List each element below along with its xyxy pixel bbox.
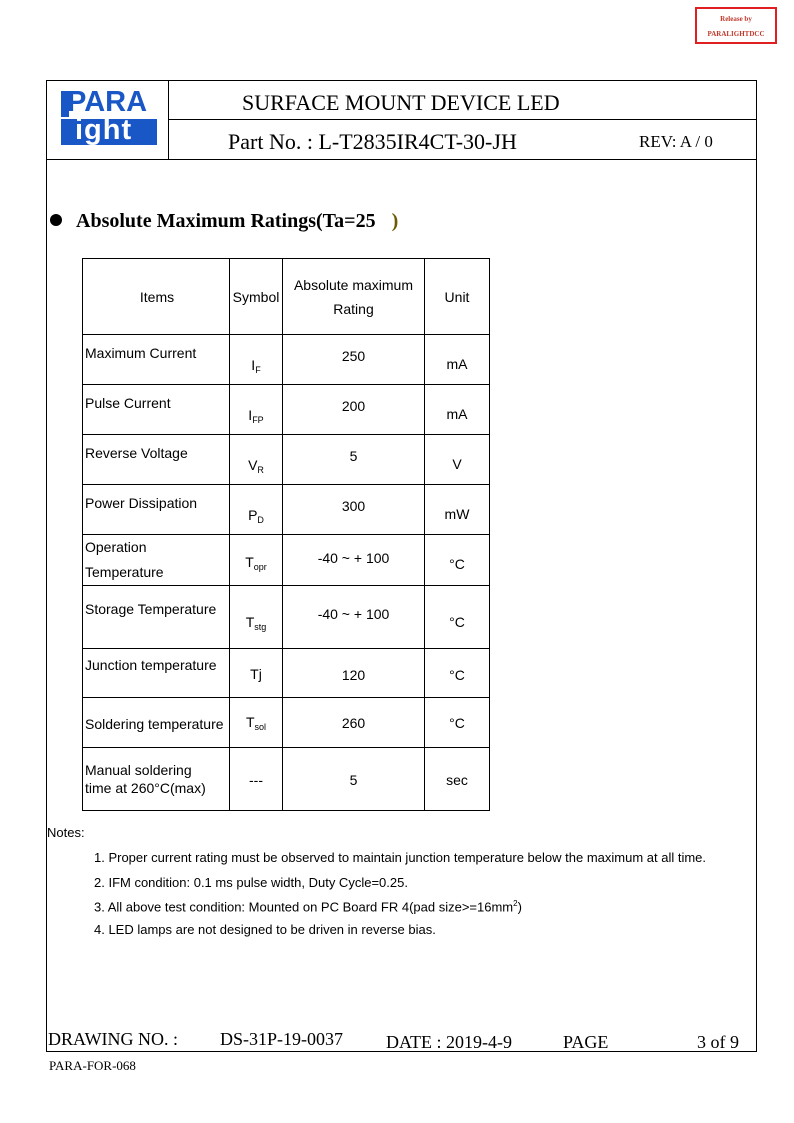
item-label: Storage Temperature bbox=[85, 601, 217, 617]
rating-value: 5 bbox=[349, 772, 358, 788]
symbol-sub: opr bbox=[253, 562, 267, 572]
item-label: Manual soldering bbox=[85, 762, 192, 778]
note-1: 1. Proper current rating must be observed to maintain junction temperature below the maximum at all time. bbox=[94, 850, 707, 865]
table-row bbox=[83, 435, 490, 485]
symbol-main: T bbox=[245, 554, 254, 570]
document-title: SURFACE MOUNT DEVICE LED bbox=[242, 90, 560, 115]
page-number: 3 of 9 bbox=[697, 1032, 739, 1052]
row-symbol bbox=[230, 535, 283, 586]
unit-value: °C bbox=[449, 667, 465, 683]
page-label: PAGE bbox=[563, 1032, 609, 1052]
note-3-superscript: 2 bbox=[513, 899, 518, 908]
symbol-main: T bbox=[245, 614, 255, 630]
item-label: Reverse Voltage bbox=[85, 445, 188, 461]
rating-value: -40 ~ + 100 bbox=[317, 550, 390, 566]
drawing-no-label: DRAWING NO. : bbox=[48, 1029, 179, 1049]
symbol-sub: F bbox=[255, 364, 261, 375]
unit-value: mW bbox=[444, 505, 470, 522]
row-unit bbox=[425, 385, 490, 435]
notes-label: Notes: bbox=[47, 825, 85, 840]
form-number: PARA-FOR-068 bbox=[49, 1058, 136, 1073]
symbol-main: I bbox=[248, 406, 253, 423]
note-2: 2. IFM condition: 0.1 ms pulse width, Duty Cycle=0.25. bbox=[94, 875, 408, 890]
rating-value: 260 bbox=[341, 714, 366, 731]
section-title-close: ) bbox=[391, 210, 399, 232]
table-row bbox=[83, 586, 490, 649]
row-item bbox=[83, 335, 230, 385]
document-date: DATE : 2019-4-9 bbox=[386, 1032, 512, 1052]
row-rating bbox=[283, 748, 425, 811]
row-unit bbox=[425, 748, 490, 811]
header-rating bbox=[283, 259, 425, 335]
header-unit-label: Unit bbox=[444, 288, 470, 305]
table-row bbox=[83, 535, 490, 586]
table-row bbox=[83, 485, 490, 535]
row-rating bbox=[283, 385, 425, 435]
row-rating bbox=[283, 335, 425, 385]
row-rating bbox=[283, 586, 425, 649]
row-rating bbox=[283, 698, 425, 748]
item-label: Power Dissipation bbox=[85, 495, 198, 511]
unit-value: °C bbox=[449, 714, 465, 731]
row-rating bbox=[283, 435, 425, 485]
unit-value: °C bbox=[449, 556, 465, 572]
item-label-line-2: time at 260°C(max) bbox=[85, 780, 206, 796]
row-unit bbox=[425, 485, 490, 535]
header-rating-line-1: Absolute maximum bbox=[293, 276, 414, 293]
row-item bbox=[83, 748, 230, 811]
row-item bbox=[83, 535, 230, 586]
symbol-main: I bbox=[251, 356, 256, 373]
symbol-sub: stg bbox=[254, 622, 267, 632]
header-symbol-label: Symbol bbox=[232, 288, 280, 305]
row-unit bbox=[425, 435, 490, 485]
unit-value: sec bbox=[446, 772, 468, 788]
rating-value: 5 bbox=[349, 447, 358, 464]
symbol-sub: sol bbox=[254, 721, 267, 732]
unit-value: mA bbox=[446, 355, 468, 372]
row-item bbox=[83, 586, 230, 649]
bullet-icon bbox=[50, 214, 62, 226]
section-heading bbox=[50, 210, 398, 233]
symbol-main: Tj bbox=[250, 666, 262, 682]
release-stamp bbox=[695, 7, 777, 44]
ratings-table bbox=[82, 258, 490, 811]
note-3 bbox=[94, 899, 522, 914]
revision: REV: A / 0 bbox=[639, 132, 713, 151]
row-symbol bbox=[230, 698, 283, 748]
header-divider-horizontal bbox=[168, 119, 757, 120]
note-3-text: 3. All above test condition: Mounted on PC Board FR 4(pad size>=16mm bbox=[94, 899, 514, 915]
header-items-label: Items bbox=[139, 288, 175, 305]
logo-text-ight: ight bbox=[75, 114, 133, 146]
header-bottom-rule bbox=[46, 159, 757, 160]
row-rating bbox=[283, 649, 425, 698]
note-4: 4. LED lamps are not designed to be driven in reverse bias. bbox=[94, 922, 436, 937]
note-3-close: ) bbox=[517, 899, 522, 915]
row-unit bbox=[425, 649, 490, 698]
logo-text-para: PARA bbox=[67, 86, 148, 118]
row-item bbox=[83, 385, 230, 435]
symbol-sub: D bbox=[257, 514, 264, 525]
row-symbol bbox=[230, 586, 283, 649]
row-unit bbox=[425, 698, 490, 748]
header-divider-vertical bbox=[168, 80, 169, 160]
item-label-line-2: Temperature bbox=[85, 564, 164, 580]
drawing-no: DS-31P-19-0037 bbox=[220, 1029, 344, 1049]
row-rating bbox=[283, 485, 425, 535]
rating-value: 120 bbox=[341, 667, 366, 683]
symbol-main: P bbox=[248, 506, 258, 523]
rating-value: 200 bbox=[341, 397, 366, 414]
symbol-main: --- bbox=[249, 772, 263, 788]
table-row bbox=[83, 385, 490, 435]
header-rating-line-2: Rating bbox=[333, 300, 374, 317]
row-item bbox=[83, 649, 230, 698]
section-title: Absolute Maximum Ratings(Ta=25 bbox=[76, 210, 376, 232]
row-symbol bbox=[230, 748, 283, 811]
table-row bbox=[83, 698, 490, 748]
row-symbol bbox=[230, 649, 283, 698]
table-row bbox=[83, 335, 490, 385]
symbol-sub: R bbox=[257, 464, 264, 475]
item-label: Soldering temperature bbox=[85, 715, 224, 732]
row-symbol bbox=[230, 385, 283, 435]
header-symbol bbox=[230, 259, 283, 335]
rating-value: -40 ~ + 100 bbox=[317, 606, 390, 622]
row-item bbox=[83, 485, 230, 535]
table-row bbox=[83, 748, 490, 811]
logo-top bbox=[61, 86, 157, 118]
part-number: Part No. : L-T2835IR4CT-30-JH bbox=[228, 129, 517, 154]
row-symbol bbox=[230, 485, 283, 535]
item-label: Maximum Current bbox=[85, 345, 197, 361]
row-unit bbox=[425, 586, 490, 649]
table-header-row bbox=[83, 259, 490, 335]
logo-bottom bbox=[61, 114, 157, 146]
row-rating bbox=[283, 535, 425, 586]
symbol-sub: FP bbox=[252, 414, 264, 425]
row-unit bbox=[425, 535, 490, 586]
row-symbol bbox=[230, 435, 283, 485]
unit-value: mA bbox=[446, 405, 468, 422]
rating-value: 250 bbox=[341, 347, 366, 364]
item-label: Operation bbox=[85, 539, 147, 555]
header-unit bbox=[425, 259, 490, 335]
row-item bbox=[83, 698, 230, 748]
unit-value: °C bbox=[449, 614, 465, 630]
symbol-main: V bbox=[248, 456, 258, 473]
item-label: Junction temperature bbox=[85, 657, 217, 673]
row-unit bbox=[425, 335, 490, 385]
paralight-logo bbox=[61, 86, 157, 146]
unit-value: V bbox=[452, 455, 462, 472]
stamp-line-2: PARALIGHTDCC bbox=[707, 30, 765, 38]
item-label: Pulse Current bbox=[85, 395, 171, 411]
row-symbol bbox=[230, 335, 283, 385]
stamp-line-1: Release by bbox=[720, 15, 752, 23]
table-row bbox=[83, 649, 490, 698]
symbol-main: T bbox=[245, 713, 255, 730]
row-item bbox=[83, 435, 230, 485]
rating-value: 300 bbox=[341, 497, 366, 514]
header-items bbox=[83, 259, 230, 335]
